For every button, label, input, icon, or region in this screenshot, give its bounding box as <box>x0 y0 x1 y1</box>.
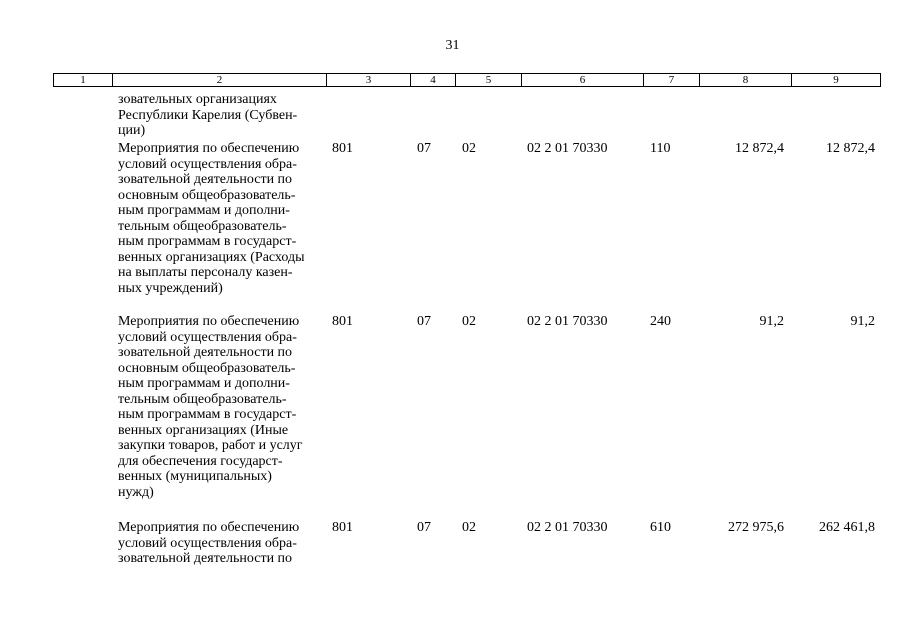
row-vr: 610 <box>650 520 671 535</box>
header-col-3: 3 <box>327 74 411 86</box>
header-col-9: 9 <box>833 74 839 86</box>
table-header-row <box>53 73 881 87</box>
page-number: 31 <box>445 38 460 53</box>
header-col-1: 1 <box>54 74 113 86</box>
header-col-7: 7 <box>644 74 700 86</box>
row-sum-2: 12 872,4 <box>826 141 875 156</box>
row-grbs: 801 <box>332 314 353 329</box>
row-pr: 02 <box>462 141 476 156</box>
row-grbs: 801 <box>332 141 353 156</box>
continuation-text: зовательных организациях Республики Карелия (Субвен- ции) <box>118 92 298 138</box>
row-rz: 07 <box>417 314 431 329</box>
header-col-6: 6 <box>522 74 644 86</box>
row-sum-1: 12 872,4 <box>735 141 784 156</box>
row-csr: 02 2 01 70330 <box>527 520 608 535</box>
row-csr: 02 2 01 70330 <box>527 314 608 329</box>
row-vr: 240 <box>650 314 671 329</box>
header-col-5: 5 <box>456 74 522 86</box>
row-name: Мероприятия по обеспечению условий осуществления обра- зовательной деятельности по <box>118 520 300 566</box>
row-csr: 02 2 01 70330 <box>527 141 608 156</box>
row-rz: 07 <box>417 520 431 535</box>
header-col-8: 8 <box>700 74 792 86</box>
row-rz: 07 <box>417 141 431 156</box>
row-pr: 02 <box>462 520 476 535</box>
row-pr: 02 <box>462 314 476 329</box>
header-col-4: 4 <box>411 74 456 86</box>
row-sum-1: 91,2 <box>759 314 784 329</box>
row-sum-2: 262 461,8 <box>819 520 875 535</box>
row-sum-2: 91,2 <box>850 314 875 329</box>
header-col-2: 2 <box>113 74 327 86</box>
row-name: Мероприятия по обеспечению условий осуществления обра- зовательной деятельности по основным общеобразователь- ным программам и дополни- тельным общеобразователь- ным программам в государст- венных организациях (Иные закупки товаров, работ и услуг для обеспечения государст- венных (муниципальных) нужд) <box>118 314 303 500</box>
row-vr: 110 <box>650 141 671 156</box>
row-grbs: 801 <box>332 520 353 535</box>
row-name: Мероприятия по обеспечению условий осуществления обра- зовательной деятельности по основным общеобразователь- ным программам и дополни- тельным общеобразователь- ным программам в государст- венных организациях (Расходы на выплаты персоналу казен- ных учреждений) <box>118 141 305 296</box>
row-sum-1: 272 975,6 <box>728 520 784 535</box>
